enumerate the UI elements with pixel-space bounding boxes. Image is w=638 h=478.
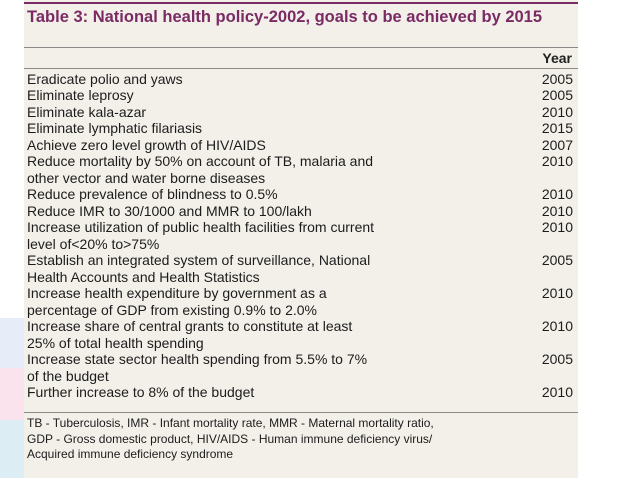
table-row xyxy=(27,137,576,154)
year-cell: 2010 xyxy=(541,202,573,219)
year-cell: 2005 xyxy=(541,70,573,87)
table-row xyxy=(27,186,576,203)
table-footnote: TB - Tuberculosis, IMR - Infant mortality rate, MMR - Maternal mortality ratio, GDP - Gross domestic product, HIV/AIDS - Human immune deficiency virus/ Acquired immune deficiency syndrome xyxy=(27,416,434,461)
goal-cell: Eradicate polio and yaws xyxy=(27,70,183,87)
year-cell: 2010 xyxy=(541,186,573,202)
table-row xyxy=(27,285,576,318)
table-row xyxy=(27,87,576,104)
goal-cell: Further increase to 8% of the budget xyxy=(27,384,255,400)
year-cell: 2010 xyxy=(541,318,573,334)
goal-cell: Increase state sector health spending from 5.5% to 7% of the budget xyxy=(27,351,368,384)
goal-cell: Increase health expenditure by government as a percentage of GDP from existing 0.9% to 2.0% xyxy=(27,285,327,318)
goal-cell: Reduce prevalence of blindness to 0.5% xyxy=(27,186,278,202)
year-cell: 2010 xyxy=(541,384,573,400)
table-body xyxy=(27,71,576,401)
header-top-divider xyxy=(24,47,578,48)
table-row xyxy=(27,120,576,137)
year-cell: 2005 xyxy=(541,87,573,103)
goal-cell: Reduce mortality by 50% on account of TB, malaria and other vector and water borne diseases xyxy=(27,153,374,186)
goal-cell: Achieve zero level growth of HIV/AIDS xyxy=(27,136,266,153)
goal-cell: Eliminate leprosy xyxy=(27,87,134,103)
year-cell: 2005 xyxy=(541,252,573,268)
table-row xyxy=(27,384,576,401)
table-row xyxy=(27,153,576,186)
year-cell: 2005 xyxy=(541,351,573,367)
goal-cell: Increase share of central grants to constitute at least 25% of total health spending xyxy=(27,318,353,351)
header-bottom-divider xyxy=(24,68,578,69)
table-row xyxy=(27,203,576,220)
table-row xyxy=(27,104,576,121)
year-cell: 2010 xyxy=(541,153,573,169)
table-row xyxy=(27,252,576,285)
goal-cell: Increase utilization of public health facilities from current level of<20% to>75% xyxy=(27,219,375,252)
top-rule xyxy=(24,2,578,4)
table-title: Table 3: National health policy-2002, goals to be achieved by 2015 xyxy=(27,8,543,26)
goal-cell: Establish an integrated system of surveillance, National Health Accounts and Health Statistics xyxy=(27,252,371,285)
goal-cell: Eliminate kala-azar xyxy=(27,103,147,120)
year-cell: 2010 xyxy=(541,285,573,301)
year-column-header: Year xyxy=(542,50,572,66)
footnote-divider xyxy=(24,412,578,413)
goal-cell: Reduce IMR to 30/1000 and MMR to 100/lakh xyxy=(27,202,312,219)
year-cell: 2010 xyxy=(541,219,573,235)
year-cell: 2007 xyxy=(541,136,573,153)
table-row xyxy=(27,351,576,384)
table-row xyxy=(27,71,576,88)
year-cell: 2015 xyxy=(541,120,573,136)
table-row xyxy=(27,219,576,252)
table-row xyxy=(27,318,576,351)
goal-cell: Eliminate lymphatic filariasis xyxy=(27,120,203,136)
year-cell: 2010 xyxy=(541,103,573,120)
